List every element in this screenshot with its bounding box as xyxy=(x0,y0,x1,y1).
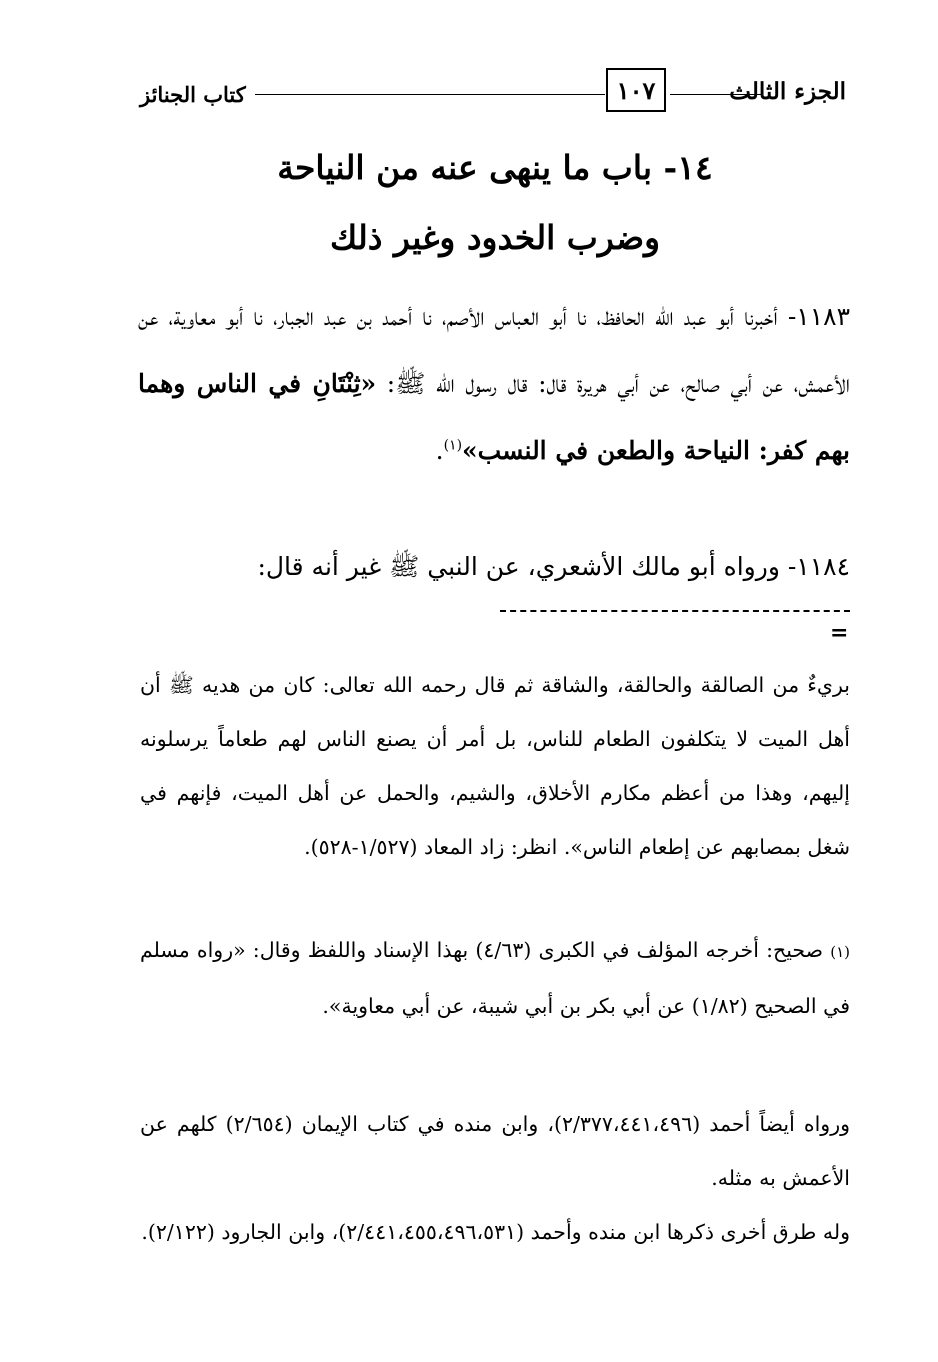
footnote-1 xyxy=(140,923,850,1033)
footnote-ref-1: (١) xyxy=(443,437,463,454)
header-rule-right xyxy=(670,94,762,95)
footnote-1-more xyxy=(140,1097,850,1205)
hadith-1183-chain: ١١٨٣- أخبرنا أبو عبد الله الحافظ، نا أبو العباس الأصم، نا أحمد بن عبد الجبار، نا أبو معاوية، عن الأعمش، عن أبي صالح، عن أبي هريرة قال: قال رسول الله ﷺ: xyxy=(138,302,850,398)
header-volume: الجزء الثالث xyxy=(729,78,846,105)
hadith-1184-text: ١١٨٤- ورواه أبو مالك الأشعري، عن النبي ﷺ غير أنه قال: xyxy=(257,552,850,581)
chapter-title-line-1: ١٤- باب ما ينهى عنه من النياحة xyxy=(277,148,713,187)
footnote-1-more2-text: وله طرق أخرى ذكرها ابن منده وأحمد (٢/٤٤١،٤٥٥،٤٩٦،٥٣١)، وابن الجارود (٢/١٢٢). xyxy=(141,1220,850,1244)
hadith-1183 xyxy=(138,283,850,484)
footnote-separator xyxy=(500,610,850,612)
chapter-title-line-2: وضرب الخدود وغير ذلك xyxy=(329,218,661,257)
page-number-box xyxy=(606,68,666,112)
header-book: كتاب الجنائز xyxy=(140,82,246,107)
hadith-1183-matn: «ثِنْتَانِ في الناس وهما بهم كفر: النياحة والطعن في النسب» xyxy=(138,369,850,465)
footnote-continued xyxy=(140,658,850,874)
hadith-1184 xyxy=(138,533,850,600)
header-rule-left xyxy=(255,94,605,95)
running-header xyxy=(140,68,850,118)
footnote-1-more2 xyxy=(140,1205,850,1259)
footnote-1-more-text: ورواه أيضاً أحمد (٢/٣٧٧،٤٤١،٤٩٦)، وابن منده في كتاب الإيمان (٢/٦٥٤) كلهم عن الأعمش به مثله. xyxy=(140,1112,851,1190)
footnote-continued-text: بريءٌ من الصالقة والحالقة، والشاقة ثم قال رحمه الله تعالى: كان من هديه ﷺ أن أهل الميت لا يتكلفون الطعام للناس، بل أمر أن يصنع الناس لهم طعاماً يرسلونه إليهم، وهذا من أعظم مكارم الأخلاق، والشيم، والحمل عن أهل الميت، فإنهم في شغل بمصابهم عن إطعام الناس». انظر: زاد المعاد (١/٥٢٧-٥٢٨). xyxy=(140,673,850,859)
footnote-1-text: صحيح: أخرجه المؤلف في الكبرى (٤/٦٣) بهذا الإسناد واللفظ وقال: «رواه مسلم في الصحيح (١/٨٢) عن أبي بكر بن أبي شيبة، عن أبي معاوية». xyxy=(140,938,850,1018)
hadith-1183-end: . xyxy=(435,436,444,465)
continuation-mark: = xyxy=(830,620,849,646)
footnote-1-number: (١) xyxy=(830,943,850,961)
page-number: ١٠٧ xyxy=(616,75,656,105)
